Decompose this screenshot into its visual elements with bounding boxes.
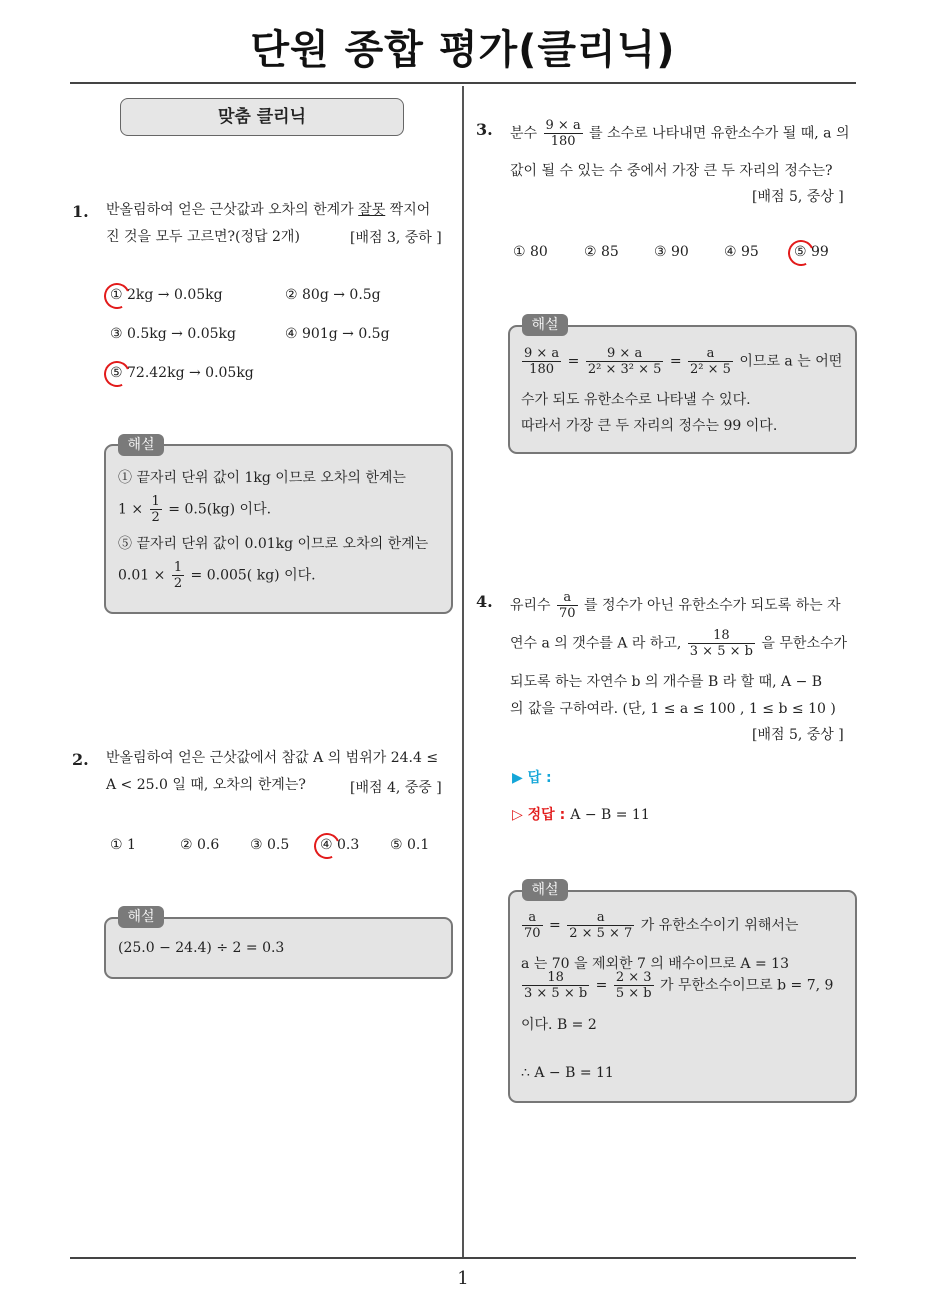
q2-option-3[interactable]: ③ 0.5 — [250, 837, 290, 853]
question-2-meta: [배점 4, 중중 ] — [350, 780, 442, 796]
q4-solution-tag: 해설 — [522, 879, 568, 901]
question-1-number: 1. — [72, 202, 89, 221]
question-4-line-3: 되도록 하는 자연수 b 의 개수를 B 라 할 때, A − B — [510, 674, 823, 690]
question-3-meta: [배점 5, 중상 ] — [752, 189, 844, 205]
q1-option-5[interactable]: ⑤ 72.42kg → 0.05kg — [110, 365, 254, 381]
clinic-banner: 맞춤 클리닉 — [120, 98, 404, 136]
q3-option-5[interactable]: ⑤ 99 — [794, 244, 829, 260]
q1-solution-line-2: 1 × $\frac{1}{2}$ = 0.5(kg) 이다. — [118, 494, 272, 525]
q2-option-2[interactable]: ② 0.6 — [180, 837, 220, 853]
q2-option-5[interactable]: ⑤ 0.1 — [390, 837, 430, 853]
correct-answer-label: ▷ 정답 : — [512, 807, 566, 823]
page-number: 1 — [457, 1268, 469, 1289]
correct-answer — [512, 804, 650, 824]
answer-mark-icon — [310, 829, 343, 862]
question-2-text: 반올림하여 얻은 근삿값에서 참값 A 의 범위가 24.4 ≤ A < 25.0 일 때, 오차의 한계는? — [106, 750, 439, 793]
q1-option-1[interactable]: ① 2kg → 0.05kg — [110, 287, 223, 303]
answer-input-label[interactable]: ▶ 답 : — [512, 770, 552, 786]
question-3-line-1: 분수 $\frac{9 \times a}{180}$ 를 소수로 나타내면 유한소수가 될 때, a 의 — [510, 118, 850, 149]
question-3-number: 3. — [476, 120, 493, 139]
q1-solution-line-4: 0.01 × $\frac{1}{2}$ = 0.005( kg) 이다. — [118, 560, 316, 591]
q4-solution-line-2: a 는 70 을 제외한 7 의 배수이므로 A = 13 — [521, 956, 789, 972]
question-4-number: 4. — [476, 592, 493, 611]
question-3-line-2: 값이 될 수 있는 수 중에서 가장 큰 두 자리의 정수는? — [510, 163, 833, 179]
q1-option-3[interactable]: ③ 0.5kg → 0.05kg — [110, 326, 236, 342]
q1-option-2[interactable]: ② 80g → 0.5g — [285, 287, 381, 303]
top-divider — [70, 82, 856, 84]
q1-solution-line-3: ⑤ 끝자리 단위 값이 0.01kg 이므로 오차의 한계는 — [118, 536, 429, 552]
q2-option-4[interactable]: ④ 0.3 — [320, 837, 360, 853]
question-2-number: 2. — [72, 750, 89, 769]
answer-mark-icon — [100, 357, 133, 390]
q2-option-1[interactable]: ① 1 — [110, 837, 136, 853]
q2-solution-tag: 해설 — [118, 906, 164, 928]
q3-option-4[interactable]: ④ 95 — [724, 244, 759, 260]
q4-solution-line-4: 이다. B = 2 — [521, 1017, 597, 1033]
q1-option-4[interactable]: ④ 901g → 0.5g — [285, 326, 390, 342]
q4-solution-line-5: ∴ A − B = 11 — [521, 1065, 614, 1081]
question-4-line-2: 연수 a 의 갯수를 A 라 하고, $\frac{18}{3 \times 5 \times b}$ 을 무한소수가 — [510, 628, 848, 659]
question-1-text: 반올림하여 얻은 근삿값과 오차의 한계가 잘못 짝지어 진 것을 모두 고르면?(정답 2개) — [106, 202, 431, 245]
q3-option-2[interactable]: ② 85 — [584, 244, 619, 260]
column-divider — [462, 86, 464, 1258]
q4-solution-line-1: $\frac{a}{70}$ = $\frac{a}{2 \times 5 \times 7}$ 가 유한소수이기 위해서는 — [524, 910, 799, 941]
q3-solution-line-3: 따라서 가장 큰 두 자리의 정수는 99 이다. — [521, 418, 778, 434]
q3-solution-line-1: $\frac{9 \times a}{180}$ = $\frac{9 \times a}{\text{2² × 3² × 5}}$ = $\frac{a}{\text{2² × 5}}$ 이므로 a 는 어떤 — [524, 346, 843, 377]
answer-mark-icon — [100, 279, 133, 312]
page-title: 단원 종합 평가(클리닉) — [250, 27, 676, 73]
q4-solution-line-3: $\frac{18}{3 \times 5 \times b}$ = $\frac{2 \times 3}{5 \times b}$ 가 무한소수이므로 b = 7, 9 — [524, 970, 834, 1001]
question-4-meta: [배점 5, 중상 ] — [752, 727, 844, 743]
q3-solution-line-2: 수가 되도 유한소수로 나타낼 수 있다. — [521, 392, 751, 408]
question-1-meta: [배점 3, 중하 ] — [350, 230, 442, 246]
q2-solution-line-1: (25.0 − 24.4) ÷ 2 = 0.3 — [118, 940, 285, 956]
q3-option-1[interactable]: ① 80 — [513, 244, 548, 260]
correct-answer-value: A − B = 11 — [570, 807, 650, 823]
q1-solution-tag: 해설 — [118, 434, 164, 456]
q3-solution-tag: 해설 — [522, 314, 568, 336]
bottom-divider — [70, 1257, 856, 1259]
q3-option-3[interactable]: ③ 90 — [654, 244, 689, 260]
question-4-line-4: 의 값을 구하여라. (단, 1 ≤ a ≤ 100 , 1 ≤ b ≤ 10 ) — [510, 701, 836, 717]
answer-mark-icon — [784, 236, 817, 269]
q1-solution-line-1: ① 끝자리 단위 값이 1kg 이므로 오차의 한계는 — [118, 470, 406, 486]
question-4-line-1: 유리수 $\frac{a}{70}$ 를 정수가 아닌 유한소수가 되도록 하는 자 — [510, 590, 841, 621]
